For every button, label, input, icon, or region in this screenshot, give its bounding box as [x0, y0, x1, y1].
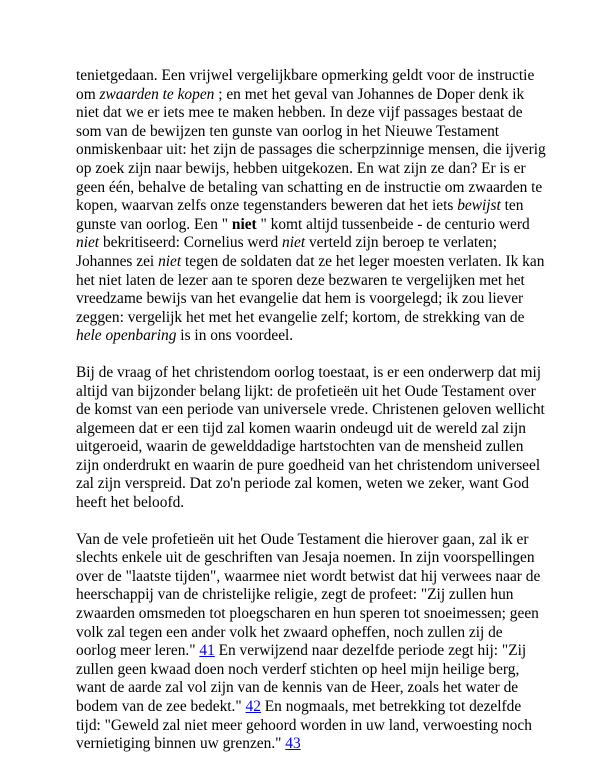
footnote-link-42[interactable]: 42 [245, 698, 261, 715]
emphasis-text: niet [158, 252, 182, 270]
bold-text: niet [231, 215, 257, 233]
paragraph [76, 531, 546, 754]
text-run: verteld zijn beroep te verlaten; Johannes zei [76, 234, 497, 270]
text-run: tenietgedaan. Een vrijwel vergelijkbare opmerking geldt voor de instructie om [76, 67, 535, 103]
document-page [76, 67, 546, 772]
text-run: Bij de vraag of het christendom oorlog toestaat, is er een onderwerp dat mij altijd van bijzonder belang lijkt: de profetieën uit het Oude Testament over de komst van een periode van universele vrede. Christenen geloven wellicht algemeen dat er een tijd zal komen waarin ondeugd uit de wereld zal zijn uitgeroeid, waarin de gewelddadige hartstochten van de mensheid zullen zijn onderdrukt en waarin de pure goedheid van het christendom universeel zal zijn verspreid. Dat zo'n periode zal komen, weten we zeker, want God heeft het beloofd. [76, 363, 545, 512]
footnote-link-43[interactable]: 43 [285, 735, 301, 753]
text-run: " komt altijd tussenbeide - de centurio werd [256, 215, 530, 233]
text-run: En nogmaals, met betrekking tot dezelfde tijd: "Geweld zal niet meer gehoord worden in uw land, verwoesting noch vernietiging binnen uw grenzen." [76, 698, 532, 753]
emphasis-text: hele openbaring [76, 327, 177, 345]
text-run: ten gunste van oorlog. Een " [76, 197, 524, 233]
text-run: ; en met het geval van Johannes de Doper denk ik niet dat we er iets mee te maken hebben. In deze vijf passages bestaat de som van de bewijzen ten gunste van oorlog in het Nieuwe Testament onmiskenbaar uit: het zijn de passages die scherpzinnige mensen, die ijverig op zoek zijn naar bewijs, hebben uitgekozen. En wat zijn ze dan? Er is er geen één, behalve de betaling van schatting en de instructie om zwaarden te kopen, waarvan zelfs onze tegenstanders beweren dat het iets [76, 85, 546, 215]
text-run: is in ons voordeel. [176, 327, 294, 345]
emphasis-text: bewijst [457, 197, 501, 215]
emphasis-text: niet [76, 234, 100, 252]
emphasis-text: zwaarden te kopen [99, 85, 215, 103]
text-run: tegen de soldaten dat ze het leger moesten verlaten. Ik kan het niet laten de lezer aan te sporen deze bezwaren te vergelijken met het vreedzame bewijs van het evangelie dat hem is voorgelegd; ik zou liever zeggen: vergelijk het met het evangelie zelf; kortom, de strekking van de [76, 252, 545, 326]
text-run: bekritiseerd: Cornelius werd [99, 234, 283, 252]
emphasis-text: niet [282, 234, 306, 252]
text-run: Van de vele profetieën uit het Oude Testament die hierover gaan, zal ik er slechts enkele uit de geschriften van Jesaja noemen. In zijn voorspellingen over de "laatste tijden", waarmee niet wordt betwist dat hij verwees naar de heerschappij van de christelijke religie, zegt de profeet: "Zij zullen hun zwaarden omsmeden tot ploegscharen en hun speren tot snoeimessen; geen volk zal tegen een ander volk het zwaard opheffen, noch zullen zij de oorlog meer leren." [76, 530, 541, 660]
paragraph [76, 364, 546, 513]
paragraph [76, 67, 546, 346]
footnote-link-41[interactable]: 41 [199, 642, 215, 660]
text-run: En verwijzend naar dezelfde periode zegt hij: "Zij zullen geen kwaad doen noch verderf stichten op heel mijn heilige berg, want de aarde zal vol zijn van de kennis van de Heer, zoals het water de bodem van de zee bedekt." [76, 642, 527, 715]
